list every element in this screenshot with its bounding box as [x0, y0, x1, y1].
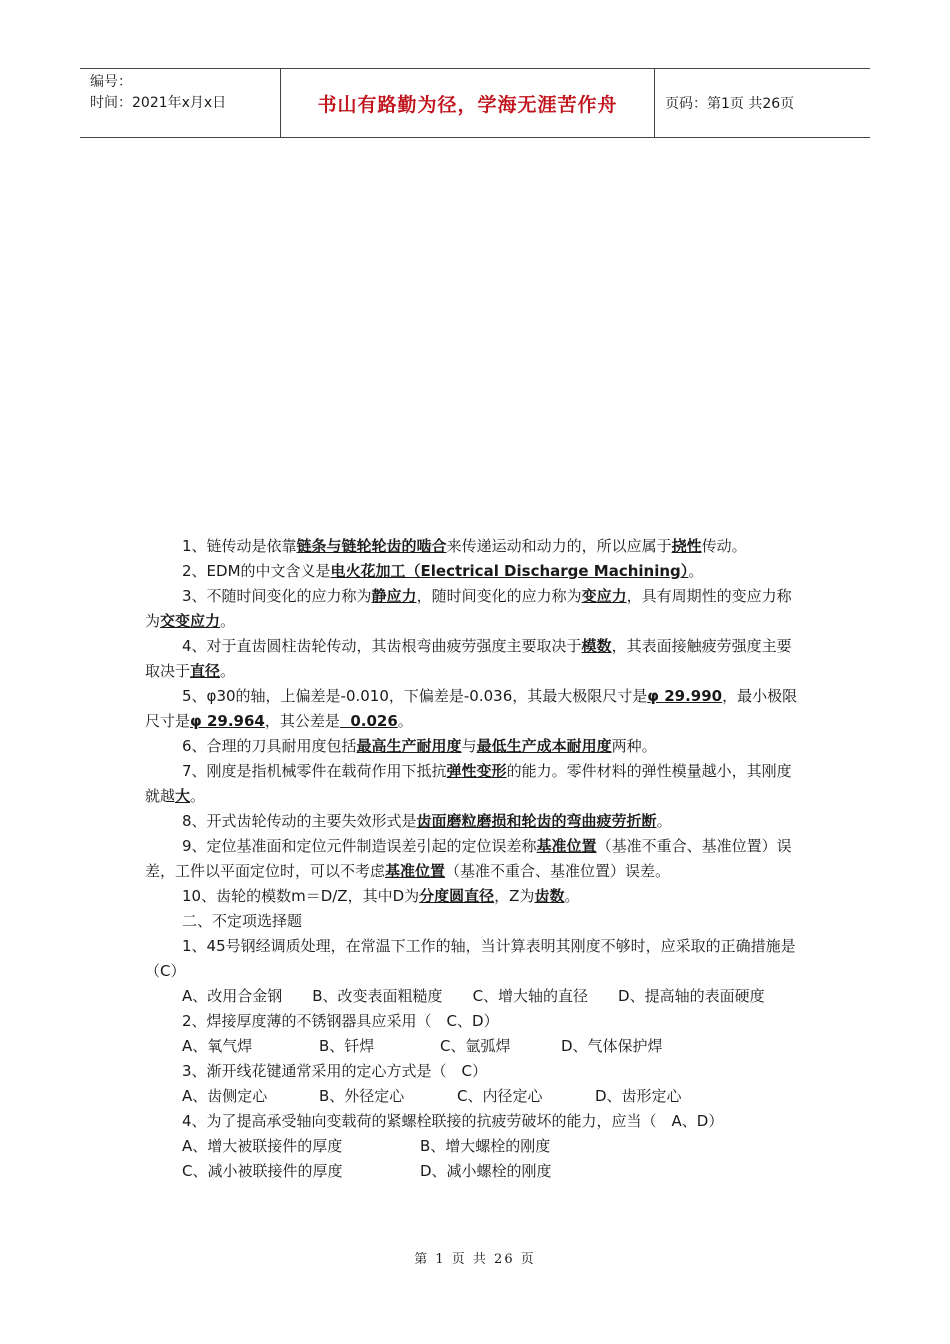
text: 7、刚度是指机械零件在载荷作用下抵抗 [182, 762, 447, 780]
text: 3、不随时间变化的应力称为 [182, 587, 372, 605]
question-3 [145, 584, 805, 634]
choice-question-1: 1、45号钢经调质处理，在常温下工作的轴，当计算表明其刚度不够时，应采取的正确措施是（C） [145, 937, 796, 980]
option-a: A、改用合金钢 [182, 987, 283, 1005]
option-a: A、氧气焊 [182, 1037, 253, 1055]
time-label: 时间：2021年x月x日 [90, 95, 227, 111]
code-label: 编号： [90, 74, 132, 90]
text: 10、齿轮的模数m＝D/Z，其中D为 [182, 887, 420, 905]
option-c: C、氩弧焊 [440, 1037, 511, 1055]
choice-question-3: 3、渐开线花键通常采用的定心方式是（ C） [182, 1062, 488, 1080]
answer: 弹性变形 [446, 762, 507, 780]
answer: 挠性 [671, 537, 702, 555]
answer: 最高生产耐用度 [356, 737, 462, 755]
text: 的能力。零件材料的弹性模量越小，其刚度就越 [145, 762, 792, 805]
text: 两种。 [611, 737, 657, 755]
question-4 [145, 634, 805, 684]
document-body [145, 534, 805, 1184]
answer: 直径 [190, 662, 221, 680]
choice-question-4: 4、为了提高承受轴向变载荷的紧螺栓联接的抗疲劳破坏的能力，应当（ A、D） [182, 1112, 724, 1130]
text: ，随时间变化的应力称为 [416, 587, 582, 605]
page-header [80, 68, 870, 138]
answer: 最低生产成本耐用度 [476, 737, 612, 755]
section-heading: 二、不定项选择题 [182, 912, 303, 930]
answer: 链条与链轮轮齿的啮合 [296, 537, 447, 555]
option-a: A、增大被联接件的厚度 [182, 1137, 343, 1155]
text: 8、开式齿轮传动的主要失效形式是 [182, 812, 417, 830]
choice-options-2 [145, 1034, 805, 1059]
text: ，其表面接触疲劳强度主要取决于 [145, 637, 792, 680]
question-6 [145, 734, 805, 759]
text: 传动。 [701, 537, 747, 555]
answer: 齿数 [534, 887, 565, 905]
text: ，Z为 [494, 887, 535, 905]
option-b: B、钎焊 [319, 1037, 375, 1055]
question-1 [145, 534, 805, 559]
option-b: B、改变表面粗糙度 [312, 987, 443, 1005]
choice-options-3 [145, 1084, 805, 1109]
text: 6、合理的刀具耐用度包括 [182, 737, 357, 755]
text: 来传递运动和动力的，所以应属于 [446, 537, 672, 555]
answer: 模数 [581, 637, 612, 655]
text: 5、φ30的轴，上偏差是-0.010，下偏差是-0.036，其最大极限尺寸是 [182, 687, 648, 705]
text: 9、定位基准面和定位元件制造误差引起的定位误差称 [182, 837, 537, 855]
text: 。 [220, 662, 236, 680]
answer: 分度圆直径 [419, 887, 495, 905]
option-c: C、增大轴的直径 [472, 987, 589, 1005]
option-b: B、外径定心 [319, 1087, 405, 1105]
text: 。 [190, 787, 206, 805]
answer: 齿面磨粒磨损和轮齿的弯曲疲劳折断 [416, 812, 657, 830]
text: 。 [397, 712, 413, 730]
answer: 大 [175, 787, 191, 805]
text: 。 [656, 812, 672, 830]
answer: φ 29.964 [190, 712, 265, 730]
answer: 基准位置 [385, 862, 446, 880]
choice-question-2: 2、焊接厚度薄的不锈钢器具应采用（ C、D） [182, 1012, 499, 1030]
header-page-label: 页码：第1页 共26页 [665, 96, 795, 112]
answer: 静应力 [371, 587, 417, 605]
answer: 基准位置 [536, 837, 597, 855]
text: ，其公差是 [264, 712, 340, 730]
answer: φ 29.990 [647, 687, 723, 705]
text: （基准不重合、基准位置）误差。 [445, 862, 671, 880]
question-9 [145, 834, 805, 884]
question-8 [145, 809, 805, 834]
answer: 交变应力 [160, 612, 221, 630]
option-c: C、内径定心 [457, 1087, 543, 1105]
text: 4、对于直齿圆柱齿轮传动，其齿根弯曲疲劳强度主要取决于 [182, 637, 582, 655]
question-2 [145, 559, 805, 584]
choice-options-4b [145, 1159, 805, 1184]
page-footer: 第 1 页 共 26 页 [414, 1252, 536, 1267]
text: 。 [688, 562, 704, 580]
option-d: D、减小螺栓的刚度 [420, 1162, 552, 1180]
text: 1、链传动是依靠 [182, 537, 297, 555]
option-c: C、减小被联接件的厚度 [182, 1162, 343, 1180]
text: 。 [564, 887, 580, 905]
option-d: D、提高轴的表面硬度 [618, 987, 765, 1005]
answer: 变应力 [581, 587, 627, 605]
text: ，最小极限尺寸是 [145, 687, 798, 730]
question-7 [145, 759, 805, 809]
question-10 [145, 884, 805, 909]
option-d: D、气体保护焊 [561, 1037, 663, 1055]
choice-options-1 [145, 984, 805, 1009]
question-5 [145, 684, 805, 734]
text: 2、EDM的中文含义是 [182, 562, 331, 580]
choice-options-4a [145, 1134, 805, 1159]
option-a: A、齿侧定心 [182, 1087, 268, 1105]
text: ，具有周期性的变应力称为 [145, 587, 792, 630]
header-motto: 书山有路勤为径，学海无涯苦作舟 [281, 69, 655, 137]
answer: 0.026 [339, 712, 398, 730]
answer: 电火花加工（Electrical Discharge Machining） [330, 562, 689, 580]
text: （基准不重合、基准位置）误差，工件以平面定位时，可以不考虑 [145, 837, 792, 880]
header-meta [80, 69, 281, 137]
option-d: D、齿形定心 [595, 1087, 682, 1105]
option-b: B、增大螺栓的刚度 [420, 1137, 551, 1155]
text: 与 [461, 737, 477, 755]
text: 。 [220, 612, 236, 630]
